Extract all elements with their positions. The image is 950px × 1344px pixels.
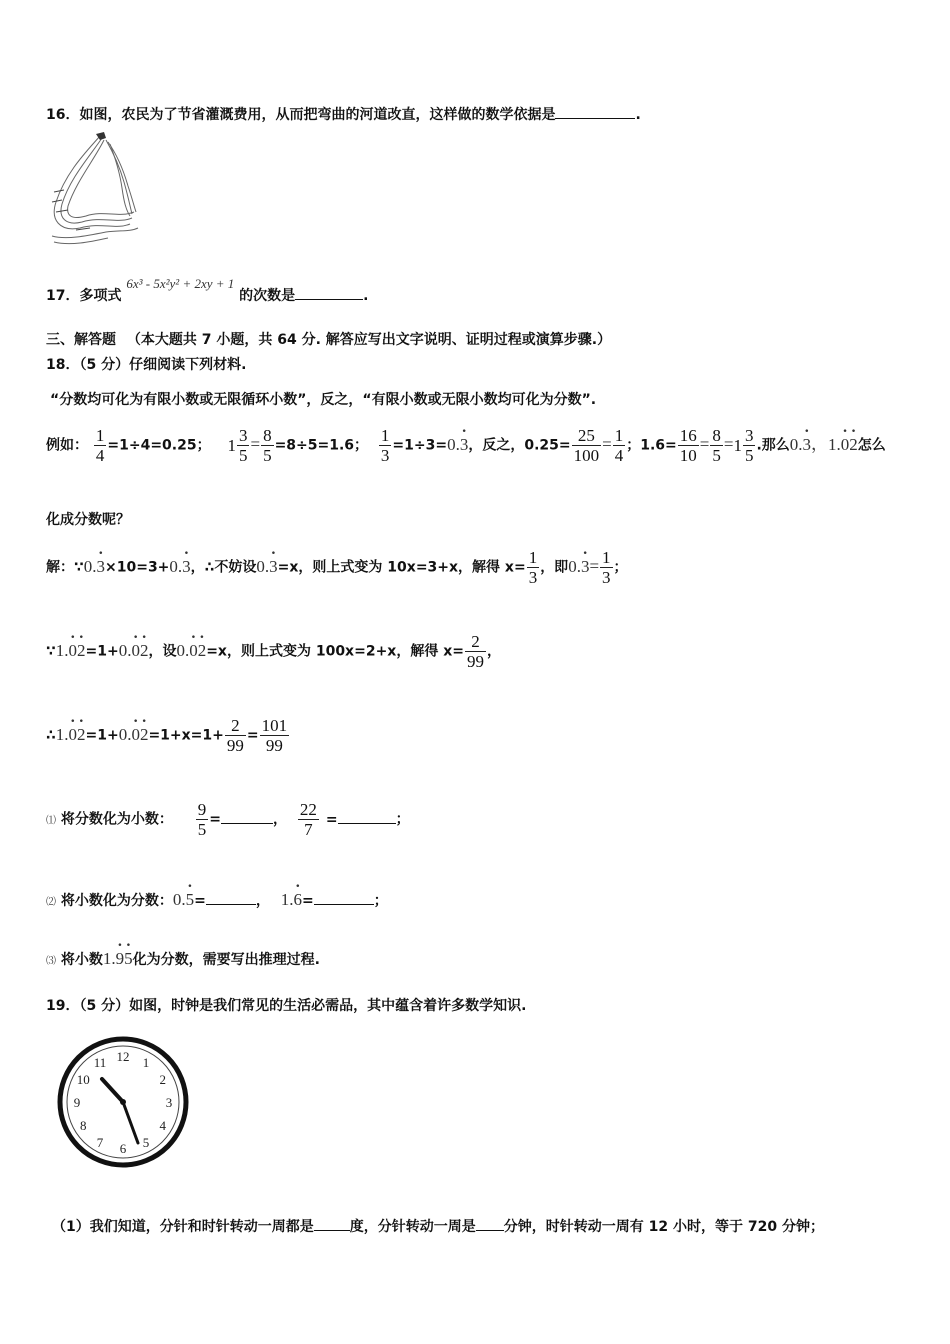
p1c: ，	[272, 811, 287, 828]
q18-examples: 例如： $\frac{1}{4}$ =1÷4=0.25； 1 $\frac{3}{5}$ = $\frac{8}{5}$ =8÷5=1.6； $\frac{1}{3}$ =1÷3=0.· 3，反之，0.25= $\frac{25}{100}$ = $\frac{1}{4}$ ；1.6= $\frac{16}{10}$ = $\frac{8}{5}$ =1 $\frac{3}{5}$ .那么0.· 3，1.· 0· 2怎么	[46, 426, 886, 465]
q18-part-1	[46, 800, 410, 839]
s3b: =1+x=1+	[148, 727, 224, 744]
s2d: ，	[486, 643, 501, 660]
p1b: =	[209, 811, 221, 828]
sol5: ；	[613, 559, 628, 576]
p1e: ；	[395, 811, 410, 828]
p2c: ，	[255, 893, 270, 909]
p2-blank-b[interactable]	[314, 890, 374, 905]
ex1: =1÷4=0.25；	[107, 437, 211, 454]
p2-dec-a: 0.· 5	[173, 890, 194, 909]
sol1: ×10=3+	[105, 559, 170, 576]
q18-quote: “分数均可化为有限小数或无限循环小数”，反之，“有限小数或无限小数均可化为分数”.	[50, 392, 597, 408]
decimal-0-3b: 0.· 3	[790, 435, 811, 454]
ex6: 怎么	[857, 437, 886, 454]
p1-blank-a[interactable]	[221, 809, 273, 824]
s2b: ，设	[148, 643, 177, 660]
fraction-1-4b: $\frac{1}{4}$	[614, 426, 624, 465]
question-19-head: 19．（5 分）如图，时钟是我们常见的生活必需品，其中蕴含着许多数学知识.	[46, 998, 527, 1014]
clock-numeral: 3	[165, 1095, 173, 1110]
sol-label: 解：∵	[46, 559, 84, 576]
clock-numeral: 1	[142, 1055, 150, 1071]
clock-numeral: 6	[119, 1141, 127, 1156]
question-18-head: 18．（5 分）仔细阅读下列材料.	[46, 357, 247, 373]
clock-numeral: 7	[96, 1134, 104, 1150]
q16-end: .	[635, 107, 641, 123]
clock-numeral: 9	[73, 1095, 81, 1110]
ex3: =1÷3=	[392, 437, 448, 454]
p2d: =	[301, 893, 314, 909]
question-17	[46, 276, 369, 305]
sol4: ，即	[540, 559, 569, 576]
p2-blank-a[interactable]	[206, 890, 256, 905]
p1-blank-b[interactable]	[338, 809, 396, 824]
sol-fraction-1-3b: $\frac{1}{3}$	[602, 548, 611, 587]
clock-numeral: 5	[142, 1134, 150, 1150]
fraction-3-5: $\frac{3}{5}$	[238, 426, 248, 465]
p2-mark: ⑵	[46, 897, 56, 908]
p2e: ；	[373, 893, 388, 909]
sol-fraction-1-3: $\frac{1}{3}$	[528, 548, 538, 587]
s3-fraction-2-99: $\frac{2}{99}$	[226, 716, 244, 755]
decimal-0-3: 0.· 3	[447, 435, 468, 454]
s2-fraction-2-99: $\frac{2}{99}$	[466, 632, 484, 671]
sol-decimal-c: 0.· 3	[256, 557, 277, 576]
q16-text: 16．如图，农民为了节省灌溉费用，从而把弯曲的河道改直，这样做的数学依据是	[46, 107, 556, 123]
p1-mark: ⑴	[46, 815, 56, 827]
mixed-whole-b: 1	[733, 435, 742, 455]
p3b: 化为分数，需要写出推理过程.	[132, 952, 320, 968]
p3-decimal: 1.· 9· 5	[103, 949, 133, 968]
q17-end: .	[363, 288, 369, 304]
decimal-1-02: 1.· 0· 2	[828, 435, 858, 454]
fraction-16-10: $\frac{16}{10}$	[679, 426, 697, 465]
fraction-25-100: $\frac{25}{100}$	[573, 426, 600, 465]
s3-fraction-101-99: $\frac{101}{99}$	[261, 716, 288, 755]
p2b: =	[194, 893, 206, 909]
s2a: =1+	[85, 643, 119, 660]
ex5: .那么	[756, 437, 790, 454]
s3-dec-a: 1.· 0· 2	[56, 725, 86, 744]
section-3-heading	[46, 331, 611, 349]
p1-fraction-22-7: $\frac{22}{7}$	[299, 800, 317, 839]
sol3: =x，则上式变为 10x=3+x，解得 x=	[277, 559, 526, 576]
q18-solution-3	[46, 716, 290, 755]
p3-mark: ⑶	[46, 956, 56, 967]
section-title: 三、解答题	[46, 332, 116, 348]
because: ∵	[46, 643, 56, 660]
ex-label: 例如：	[46, 437, 88, 454]
q19-blank-a[interactable]	[314, 1216, 350, 1231]
fraction-8-5b: $\frac{8}{5}$	[712, 426, 721, 465]
p3a: 将小数	[60, 952, 103, 968]
polynomial: 6x³ - 5x²y² + 2xy + 1	[126, 276, 235, 291]
q18-solution-2	[46, 632, 501, 671]
ex4: ；1.6=	[626, 437, 677, 454]
p1d: =	[325, 811, 338, 828]
q19-blank-b[interactable]	[476, 1216, 504, 1231]
clock-numeral: 12	[116, 1049, 130, 1064]
p2-text: 将小数化为分数：	[60, 893, 173, 909]
q18-ex-cont: 化成分数呢？	[46, 512, 130, 528]
s2-dec-b: 0.· 0· 2	[119, 641, 149, 660]
p1-fraction-9-5: $\frac{9}{5}$	[197, 800, 207, 839]
section-desc: （本大题共 7 小题，共 64 分. 解答应写出文字说明、证明过程或演算步骤.）	[126, 332, 612, 348]
mixed-whole: 1	[227, 435, 236, 455]
s2c: =x，则上式变为 100x=2+x，解得 x=	[206, 643, 464, 660]
clock-numeral: 8	[79, 1118, 87, 1133]
sol-decimal-d: 0.· 3	[568, 557, 589, 576]
s2-dec-a: 1.· 0· 2	[56, 641, 86, 660]
s3a: =1+	[85, 727, 119, 744]
q18-part-2	[46, 890, 388, 912]
sol-decimal-b: 0.· 3	[169, 557, 190, 576]
q18-solution-1: 解：∵0.· 3×10=3+0.· 3，∴不妨设0.· 3=x，则上式变为 10x=3+x，解得 x= $\frac{1}{3}$ ，即0.· 3= $\frac{1}{3}$ ；	[46, 548, 628, 587]
q16-answer-blank[interactable]	[555, 104, 635, 119]
ex3b: ，反之，0.25=	[468, 437, 571, 454]
river-illustration	[46, 132, 142, 248]
fraction-8-5: $\frac{8}{5}$	[263, 426, 272, 465]
clock-numeral: 10	[76, 1072, 90, 1087]
s3c: =	[246, 727, 259, 744]
p2-dec-b: 1.· 6	[281, 890, 302, 909]
q19-p1c: 分钟，时针转动一周有 12 小时，等于 720 分钟；	[503, 1219, 824, 1235]
therefore: ∴	[46, 727, 56, 744]
q18-part-3	[46, 950, 320, 971]
q17-prefix: 17．多项式	[46, 288, 122, 304]
q19-part-1	[52, 1216, 824, 1236]
clock-illustration	[56, 1035, 190, 1169]
clock-numeral: 4	[159, 1118, 167, 1133]
clock-numeral: 11	[93, 1055, 107, 1071]
clock-numeral: 2	[159, 1072, 167, 1087]
p1-text: 将分数化为小数：	[60, 811, 173, 828]
ex2: =8÷5=1.6；	[274, 437, 369, 454]
s2-dec-c: 0.· 0· 2	[176, 641, 206, 660]
q17-answer-blank[interactable]	[295, 285, 363, 300]
fraction-1-4: $\frac{1}{4}$	[95, 426, 105, 465]
fraction-3-5b: $\frac{3}{5}$	[744, 426, 754, 465]
q19-p1: （1）我们知道，分针和时针转动一周都是	[52, 1219, 314, 1235]
question-16	[46, 104, 641, 124]
q17-suffix: 的次数是	[239, 288, 296, 304]
s3-dec-b: 0.· 0· 2	[119, 725, 149, 744]
q19-p1b: 度，分针转动一周是	[349, 1219, 476, 1235]
fraction-1-3: $\frac{1}{3}$	[380, 426, 390, 465]
sol2: ，∴不妨设	[190, 559, 257, 576]
sol-decimal-a: 0.· 3	[84, 557, 105, 576]
